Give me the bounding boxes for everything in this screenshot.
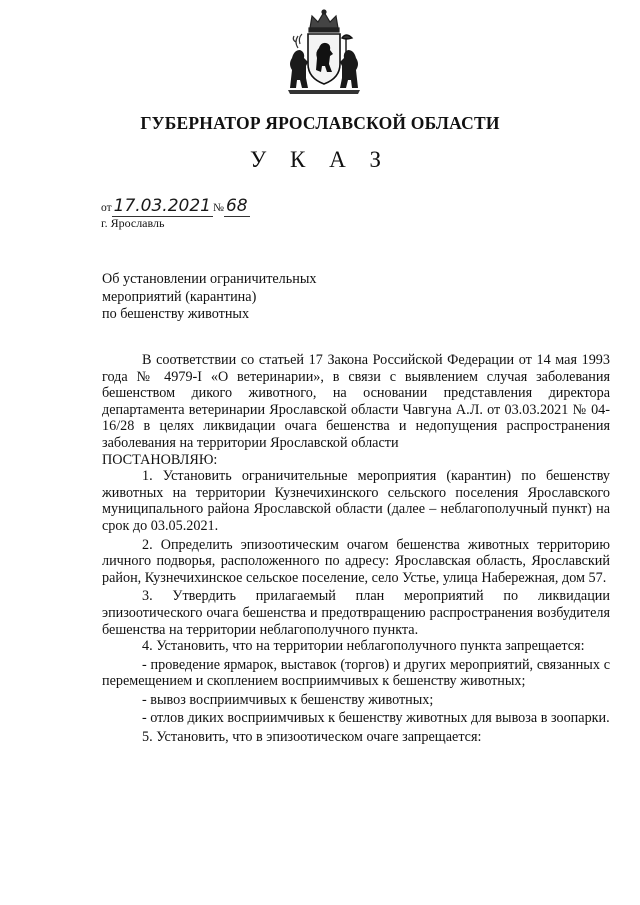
subject-line: по бешенству животных bbox=[102, 306, 250, 322]
emblem-base-icon bbox=[288, 90, 360, 94]
document-type-title: У К А З bbox=[249, 147, 390, 172]
axe-icon bbox=[342, 35, 352, 52]
item-5-paragraph: 5. Установить, что в эпизоотическом очаге запрещается: bbox=[142, 729, 482, 746]
number-prefix: № bbox=[212, 202, 224, 214]
coat-of-arms-emblem bbox=[286, 8, 362, 96]
item-4-sub-3: - отлов диких восприимчивых к бешенству животных для вывоза в зоопарки. bbox=[142, 710, 610, 727]
issuing-authority-title: ГУБЕРНАТОР ЯРОСЛАВСКОЙ ОБЛАСТИ bbox=[140, 113, 500, 133]
document-subject bbox=[102, 271, 316, 324]
item-1-paragraph: 1. Установить ограничительные мероприятия (карантин) по бешенству животных на территории Кузнечихинского сельского поселения Ярославского муниципального района Ярославской области (далее – неблагополучный пункт) на срок до 03.05.2021. bbox=[102, 468, 610, 534]
handwritten-number: 68 bbox=[225, 196, 248, 216]
city-label: г. Ярославль bbox=[101, 216, 165, 230]
item-4-paragraph: 4. Установить, что на территории неблагополучного пункта запрещается: bbox=[142, 638, 585, 655]
decree-word: ПОСТАНОВЛЯЮ: bbox=[102, 451, 218, 468]
preamble-paragraph: В соответствии со статьей 17 Закона Российской Федерации от 14 мая 1993 года № 4979-I «О ветеринарии», в связи с выявлением случая заболевания бешенством дикого животного, на основании представления директора департамента ветеринарии Ярославской области Чавгуна А.Л. от 03.03.2021 № 04-16/28 в целях ликвидации очага бешенства и недопущения распространения заболевания на территории Ярославской области bbox=[102, 352, 610, 451]
date-number-line bbox=[101, 196, 250, 216]
item-2-paragraph: 2. Определить эпизоотическим очагом бешенства животных территорию личного подворья, расположенного по адресу: Ярославская область, Ярославский район, Кузнечихинское сельское поселение, село Устье, улица Набережная, дом 57. bbox=[102, 536, 610, 586]
oak-branch-icon bbox=[293, 34, 302, 48]
item-4-sub-2: - вывоз восприимчивых к бешенству животных; bbox=[142, 691, 434, 708]
subject-line: мероприятий (карантина) bbox=[102, 288, 257, 305]
item-3-paragraph: 3. Утвердить прилагаемый план мероприятий по ликвидации эпизоотического очага бешенства и предотвращению распространения возбудителя бешенства на территории неблагополучного пункта. bbox=[102, 588, 610, 638]
date-prefix: от bbox=[101, 202, 112, 214]
supporter-bear-right-icon bbox=[340, 50, 358, 88]
handwritten-date: 17.03.2021 bbox=[113, 196, 211, 216]
document-body bbox=[102, 352, 610, 746]
crown-icon bbox=[309, 10, 339, 32]
item-4-sub-1: - проведение ярмарок, выставок (торгов) и других мероприятий, связанных с перемещением и скоплением восприимчивых к бешенству животных; bbox=[102, 656, 610, 690]
subject-line: Об установлении ограничительных bbox=[102, 271, 317, 287]
supporter-bear-left-icon bbox=[290, 50, 308, 88]
